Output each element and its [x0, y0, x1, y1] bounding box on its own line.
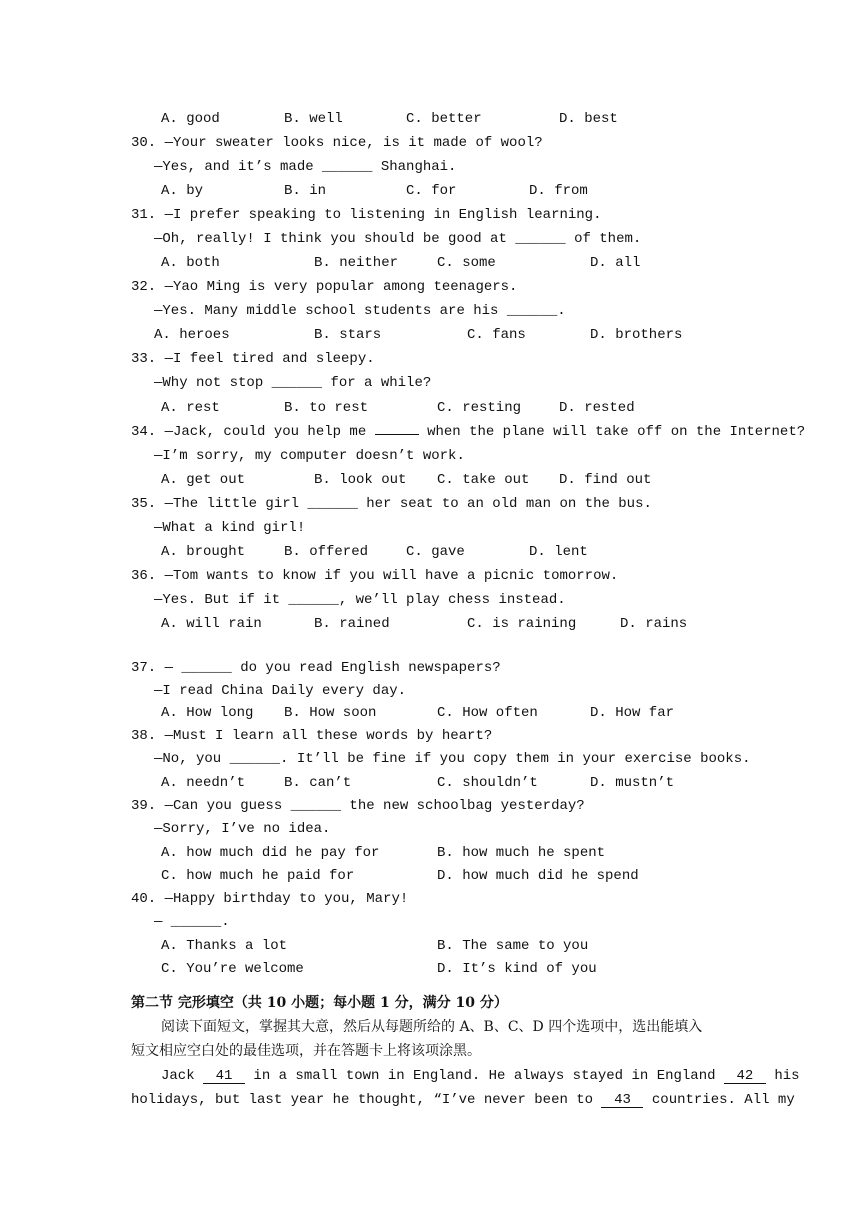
q37-reply: —I read China Daily every day. [154, 683, 407, 699]
q29-option-a: A. good [161, 111, 220, 127]
q31-option-a: A. both [161, 255, 220, 271]
instruction-line-1: 阅读下面短文，掌握其大意，然后从每题所给的 A、B、C、D 四个选项中，选出能填入 [161, 1019, 703, 1035]
q37-option-a: A. How long [161, 705, 254, 721]
q35-stem: 35. —The little girl ______ her seat to an old man on the bus. [131, 496, 652, 512]
q30-option-c: C. for [406, 183, 457, 199]
q30-option-a: A. by [161, 183, 204, 199]
q38-reply: —No, you ______. It’ll be fine if you copy them in your exercise books. [154, 751, 751, 767]
q31-stem: 31. —I prefer speaking to listening in English learning. [131, 207, 602, 223]
q32-option-d: D. brothers [590, 327, 683, 343]
q29-option-b: B. well [284, 111, 343, 127]
q35-option-c: C. gave [406, 544, 465, 560]
q32-option-a: A. heroes [154, 327, 230, 343]
q40-option-c: C. You’re welcome [161, 961, 304, 977]
q33-option-c: C. resting [437, 400, 522, 416]
q40-option-d: D. It’s kind of you [437, 961, 597, 977]
q31-option-d: D. all [590, 255, 641, 271]
q38-option-d: D. mustn’t [590, 775, 675, 791]
q31-option-b: B. neither [314, 255, 399, 271]
q40-option-b: B. The same to you [437, 938, 589, 954]
q34-option-b: B. look out [314, 472, 407, 488]
q37-stem: 37. — ______ do you read English newspapers? [131, 660, 501, 676]
q39-option-b: B. how much he spent [437, 845, 606, 861]
q35-reply: —What a kind girl! [154, 520, 306, 536]
q29-option-c: C. better [406, 111, 482, 127]
q36-option-d: D. rains [620, 616, 688, 632]
q32-option-b: B. stars [314, 327, 382, 343]
q35-option-d: D. lent [529, 544, 588, 560]
q33-reply: —Why not stop ______ for a while? [154, 375, 432, 391]
q36-option-c: C. is raining [467, 616, 577, 632]
q39-option-c: C. how much he paid for [161, 868, 355, 884]
blank-43: 43 [601, 1093, 643, 1108]
q38-option-c: C. shouldn’t [437, 775, 538, 791]
instruction-line-2: 短文相应空白处的最佳选项，并在答题卡上将该项涂黑。 [131, 1043, 481, 1059]
q36-stem: 36. —Tom wants to know if you will have a picnic tomorrow. [131, 568, 619, 584]
q32-option-c: C. fans [467, 327, 526, 343]
q34-blank [375, 434, 419, 435]
q34-option-c: C. take out [437, 472, 530, 488]
q36-option-a: A. will rain [161, 616, 262, 632]
q31-reply: —Oh, really! I think you should be good at ______ of them. [154, 231, 642, 247]
q39-stem: 39. —Can you guess ______ the new schoolbag yesterday? [131, 798, 585, 814]
q39-option-a: A. how much did he pay for [161, 845, 380, 861]
q30-option-b: B. in [284, 183, 327, 199]
q34-option-a: A. get out [161, 472, 246, 488]
passage-line-1: Jack 41 in a small town in England. He always stayed in England 42 his [161, 1068, 800, 1084]
q36-reply: —Yes. But if it ______, we’ll play chess instead. [154, 592, 566, 608]
q37-option-d: D. How far [590, 705, 675, 721]
q37-option-c: C. How often [437, 705, 538, 721]
q33-stem: 33. —I feel tired and sleepy. [131, 351, 375, 367]
q29-option-d: D. best [559, 111, 618, 127]
q32-stem: 32. —Yao Ming is very popular among teenagers. [131, 279, 518, 295]
q34-option-d: D. find out [559, 472, 652, 488]
q36-option-b: B. rained [314, 616, 390, 632]
blank-41: 41 [203, 1069, 245, 1084]
q30-stem: 30. —Your sweater looks nice, is it made of wool? [131, 135, 543, 151]
q33-option-b: B. to rest [284, 400, 369, 416]
q34-stem: 34. —Jack, could you help me when the plane will take off on the Internet? [131, 424, 806, 440]
q30-option-d: D. from [529, 183, 588, 199]
q39-reply: —Sorry, I’ve no idea. [154, 821, 331, 837]
q38-stem: 38. —Must I learn all these words by heart? [131, 728, 493, 744]
q33-option-d: D. rested [559, 400, 635, 416]
q40-reply: — ______. [154, 914, 230, 930]
q30-reply: —Yes, and it’s made ______ Shanghai. [154, 159, 457, 175]
q38-option-a: A. needn’t [161, 775, 246, 791]
q40-stem: 40. —Happy birthday to you, Mary! [131, 891, 409, 907]
q33-option-a: A. rest [161, 400, 220, 416]
q40-option-a: A. Thanks a lot [161, 938, 288, 954]
section-heading: 第二节 完形填空（共 10 小题；每小题 1 分，满分 10 分） [131, 995, 508, 1011]
q39-option-d: D. how much did he spend [437, 868, 639, 884]
q34-reply: —I’m sorry, my computer doesn’t work. [154, 448, 465, 464]
q32-reply: —Yes. Many middle school students are his ______. [154, 303, 566, 319]
q35-option-a: A. brought [161, 544, 246, 560]
passage-line-2: holidays, but last year he thought, “I’ve never been to 43 countries. All my [131, 1092, 795, 1108]
q35-option-b: B. offered [284, 544, 369, 560]
blank-42: 42 [724, 1069, 766, 1084]
q38-option-b: B. can’t [284, 775, 352, 791]
q31-option-c: C. some [437, 255, 496, 271]
q37-option-b: B. How soon [284, 705, 377, 721]
